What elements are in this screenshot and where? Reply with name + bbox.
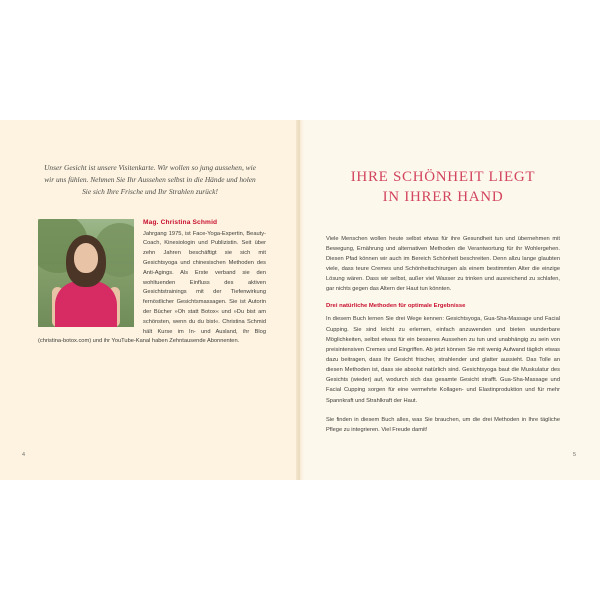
chapter-title-line-1: IHRE SCHÖNHEIT LIEGT <box>350 169 536 185</box>
chapter-title <box>326 168 560 208</box>
epigraph-text: Unser Gesicht ist unsere Visitenkarte. Wir wollen so jung aussehen, wie wir uns fühlen. Nehmen Sie Ihr Aussehen selbst in die Hände und holen Sie sich Ihre Frische und Ihr Strahlen zurück! <box>44 163 256 197</box>
author-bio-text: Jahrgang 1975, ist Face-Yoga-Expertin, Beauty-Coach, Kinesiologin und Publizistin. Seit über zehn Jahren beschäftigt sie sich mit Gesichtsyoga und chinesischen Methoden des Anti-Agings. Als Erste verband sie den wohltuenden Einfluss des aktiven Gesichtstrainings mit der Tiefenwirkung fernöstlicher Gesichtsmassagen. Sie ist Autorin der Bücher »Oh statt Botox« und »Du bist am schönsten, wenn du du bist«. Christina Schmid hält Kurse im In- und Ausland, ihr Blog (christina-botox.com) und ihr YouTube-Kanal haben Zehntausende Abonnenten. <box>38 230 266 345</box>
body-paragraph-2: In diesem Buch lernen Sie drei Wege kennen: Gesichtsyoga, Gua-Sha-Massage und Facial Cupping. Sie sind leicht zu erlernen, einfach anzuwenden und bieten wunderbare Möglichkeiten, selbst etwas für ein besseres Aussehen zu tun und unabhängig zu sein von preisintensiven Cremes und Eingriffen. Ab jetzt können Sie mit wenig Aufwand täglich etwas dazu beitragen, dass Ihr Gesicht frischer, strahlender und glatter aussieht. Das Tolle an diesen Methoden ist, dass sie absolut natürlich sind. Gesichtsyoga baut die Muskulatur des Gesichts (wieder) auf, wodurch sich das gesamte Gesicht strafft. Gua-Sha-Massage und Facial Cupping sorgen für eine vermehrte Kollagen- und Elastinproduktion und für mehr Spannkraft und Strahlkraft der Haut. <box>326 316 560 404</box>
body-paragraph-3: Sie finden in diesem Buch alles, was Sie brauchen, um die drei Methoden in Ihre tägliche Pflege zu integrieren. Viel Freude damit! <box>326 416 560 433</box>
page-number-right: 5 <box>573 452 576 458</box>
author-name: Mag. Christina Schmid <box>143 218 218 226</box>
section-subheading: Drei natürliche Methoden für optimale Ergebnisse <box>326 303 466 310</box>
photo-pink-dress <box>55 281 117 327</box>
author-block <box>38 219 266 348</box>
page-number-left: 4 <box>22 452 25 458</box>
right-page <box>300 120 600 480</box>
book-gutter-shadow <box>296 120 304 480</box>
left-page <box>0 120 300 480</box>
chapter-title-line-2: IN IHRER HAND <box>382 188 504 205</box>
photo-face <box>74 243 98 273</box>
intro-paragraph: Viele Menschen wollen heute selbst etwas für ihre Gesundheit tun und übernehmen mit Bewegung, Ernährung und alternativen Methoden die Verantwortung für ihr Wohlergehen. Diesen Pfad können wir auch im Bereich Schönheit beschreiten. Denn allzu lange glaubten viele, dass teure Cremes und Schönheitschirurgen als einem bestimmten Alter die einzige Lösung wären. Dass wir selbst, außer viel Wasser zu trinken und ausreichend zu schlafen, gar nichts gegen das Altern der Haut tun könnten. <box>326 235 560 293</box>
author-portrait-photo <box>38 219 134 327</box>
